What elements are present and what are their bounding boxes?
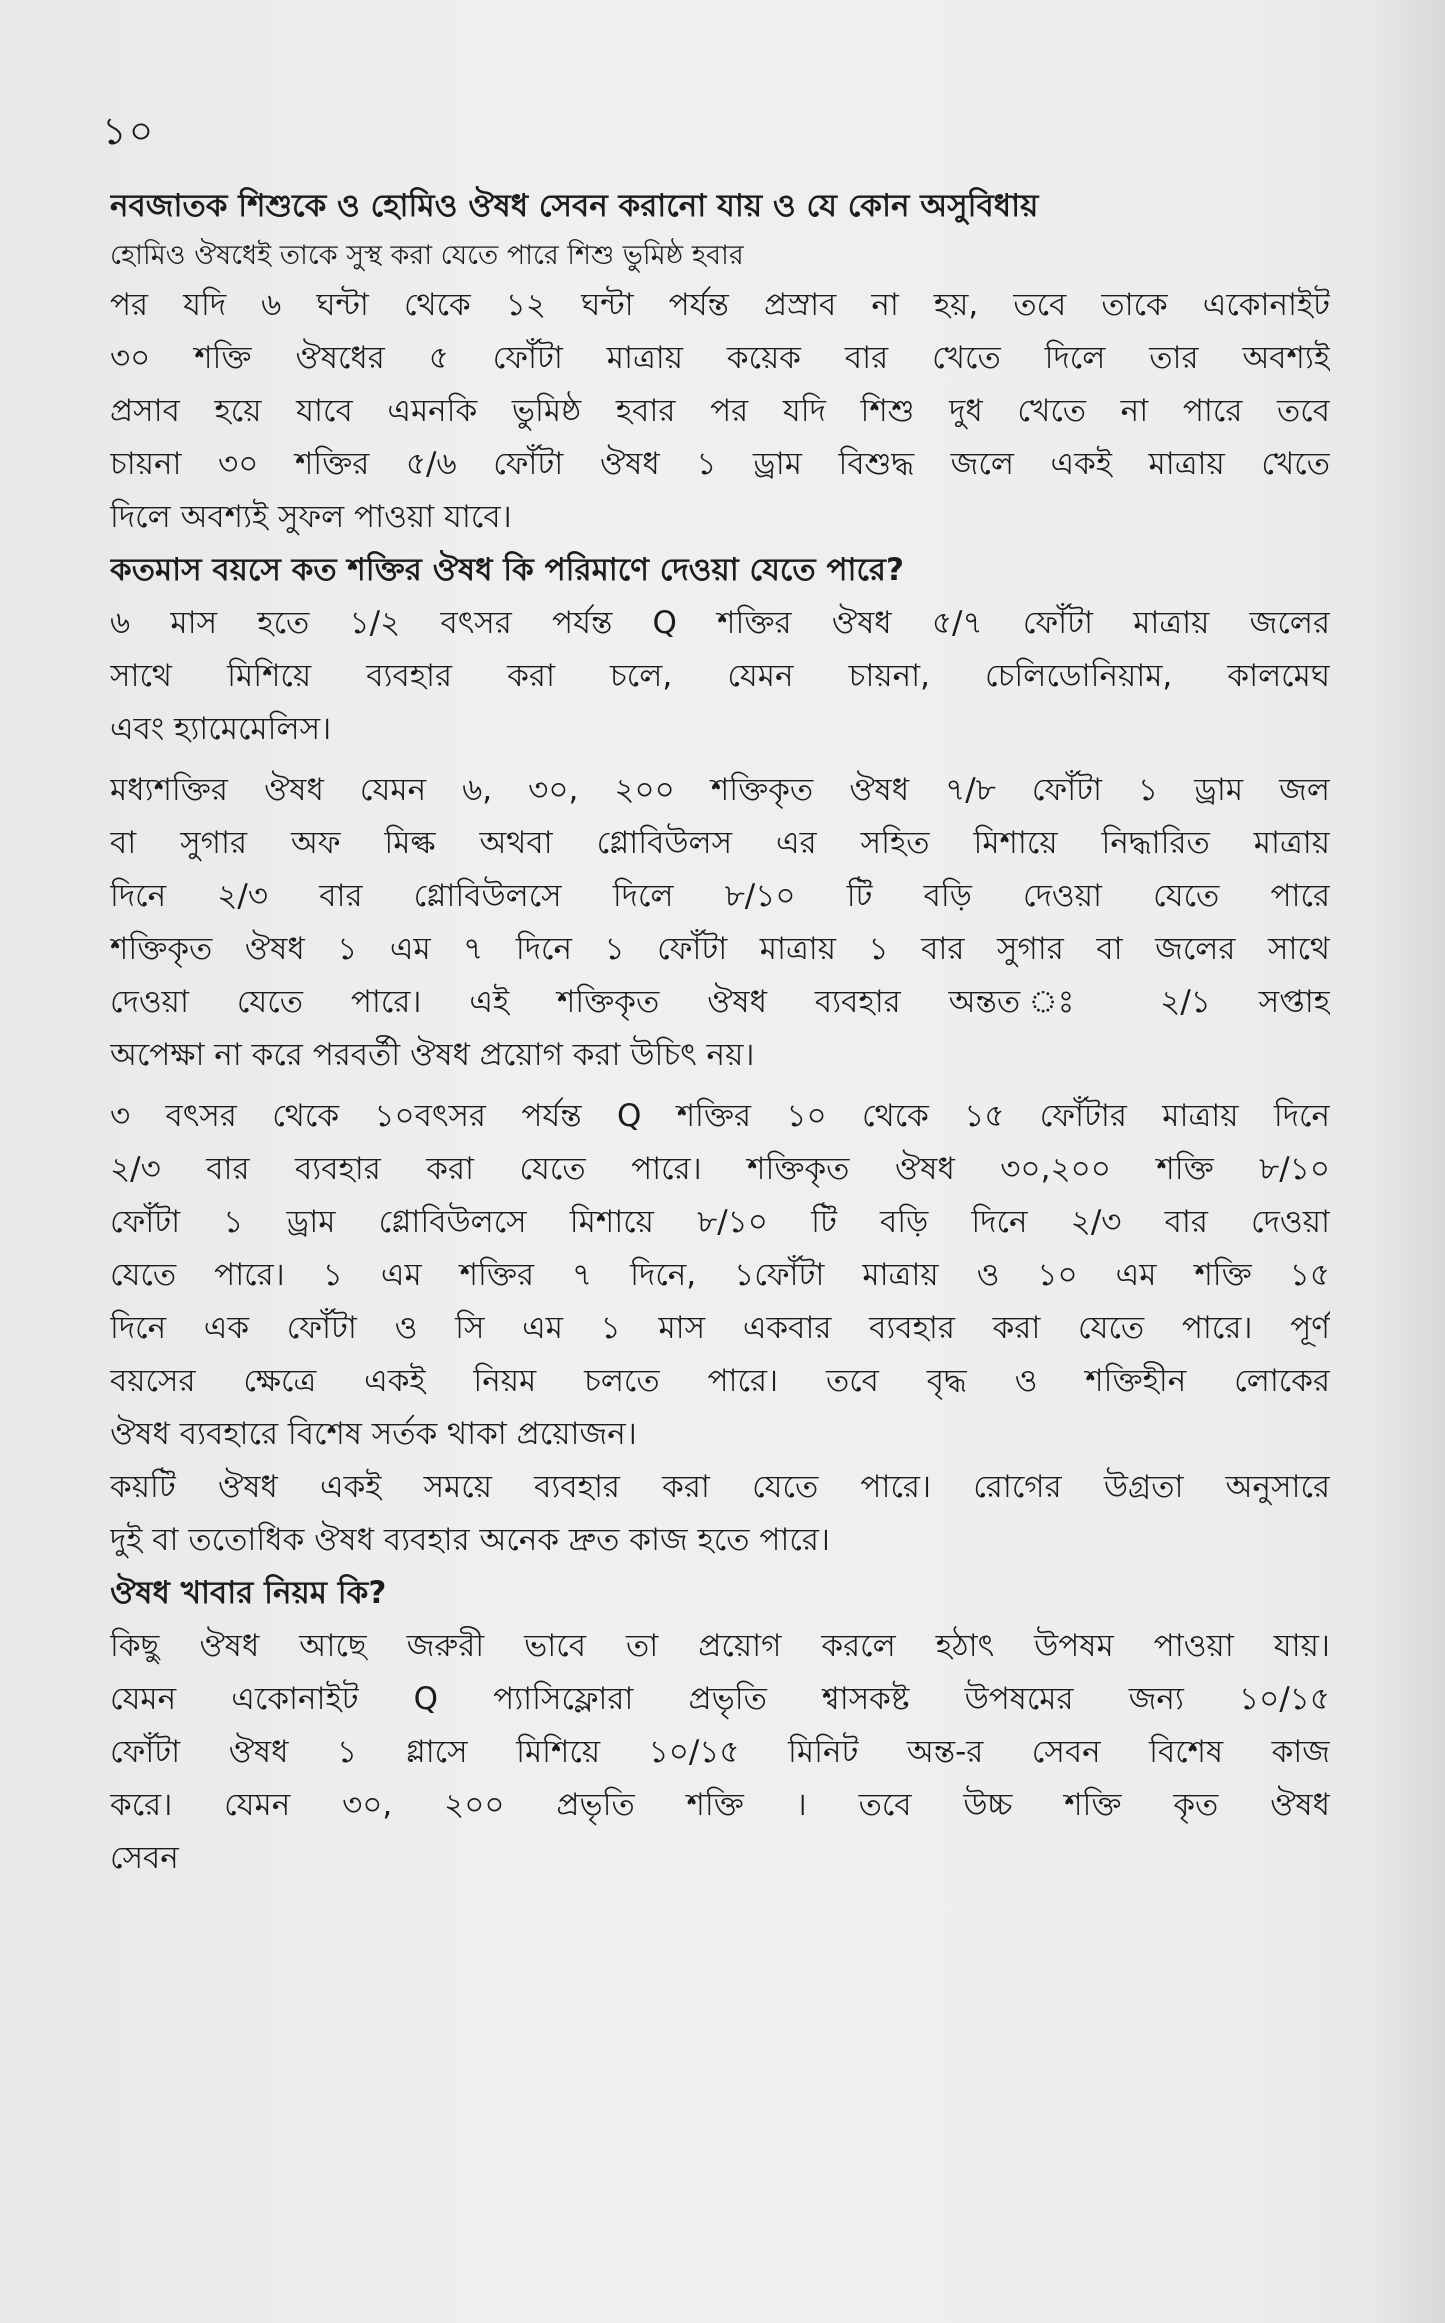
paragraph-gap — [110, 756, 1330, 764]
text-line: হোমিও ঔষধেই তাকে সুস্থ করা যেতে পারে শিশু ভুমিষ্ঠ হবার — [110, 240, 744, 271]
text-line: দিলে অবশ্যই সুফল পাওয়া যাবে। — [110, 499, 512, 535]
text-line: ঔষধ ব্যবহারে বিশেষ সর্তক থাকা প্রয়োজন। — [110, 1416, 637, 1452]
text-line: বয়সের ক্ষেত্রে একই নিয়ম চলতে পারে। তবে বৃদ্ধ ও শক্তিহীন লোকের — [110, 1363, 1330, 1399]
text-line: ফোঁটা ১ ড্রাম গ্লোবিউলসে মিশায়ে ৮/১০ টি বড়ি দিনে ২/৩ বার দেওয়া — [110, 1204, 1330, 1240]
text-line: ফোঁটা ঔষধ ১ গ্লাসে মিশিয়ে ১০/১৫ মিনিট অন্ত-র সেবন বিশেষ কাজ — [110, 1734, 1330, 1770]
paragraph-gap — [110, 1082, 1330, 1090]
heading-line: ঔষধ খাবার নিয়ম কি? — [110, 1575, 387, 1611]
heading-line: নবজাতক শিশুকে ও হোমিও ঔষধ সেবন করানো যায় ও যে কোন অসুবিধায় — [110, 188, 1039, 224]
page-number: ১০ — [102, 109, 156, 153]
text-line: কয়টি ঔষধ একই সময়ে ব্যবহার করা যেতে পারে। রোগের উগ্রতা অনুসারে — [110, 1469, 1330, 1505]
text-line: সেবন — [110, 1840, 179, 1876]
text-line: দুই বা ততোধিক ঔষধ ব্যবহার অনেক দ্রুত কাজ হতে পারে। — [110, 1522, 831, 1558]
text-line: প্রসাব হয়ে যাবে এমনকি ভুমিষ্ঠ হবার পর যদি শিশু দুধ খেতে না পারে তবে — [110, 393, 1330, 429]
text-line: করে। যেমন ৩০, ২০০ প্রভৃতি শক্তি । তবে উচ্চ শক্তি কৃত ঔষধ — [110, 1787, 1330, 1823]
text-line: ৩ বৎসর থেকে ১০বৎসর পর্যন্ত Q শক্তির ১০ থেকে ১৫ ফোঁটার মাত্রায় দিনে — [110, 1098, 1330, 1134]
text-line: এবং হ্যামেমেলিস। — [110, 711, 332, 747]
text-line: অপেক্ষা না করে পরবর্তী ঔষধ প্রয়োগ করা উচিৎ নয়। — [110, 1037, 755, 1073]
text-line: কিছু ঔষধ আছে জরুরী ভাবে তা প্রয়োগ করলে হঠাৎ উপষম পাওয়া যায়। — [110, 1628, 1330, 1664]
text-line: ২/৩ বার ব্যবহার করা যেতে পারে। শক্তিকৃত ঔষধ ৩০,২০০ শক্তি ৮/১০ — [110, 1151, 1330, 1187]
heading-line: কতমাস বয়সে কত শক্তির ঔষধ কি পরিমাণে দেওয়া যেতে পারে? — [110, 552, 904, 588]
page-binding-shadow — [1375, 0, 1445, 2323]
page-body-text — [110, 180, 1330, 1885]
text-line: শক্তিকৃত ঔষধ ১ এম ৭ দিনে ১ ফোঁটা মাত্রায় ১ বার সুগার বা জলের সাথে — [110, 931, 1330, 967]
text-line: সাথে মিশিয়ে ব্যবহার করা চলে, যেমন চায়না, চেলিডোনিয়াম, কালমেঘ — [110, 658, 1330, 694]
text-line: যেতে পারে। ১ এম শক্তির ৭ দিনে, ১ফোঁটা মাত্রায় ও ১০ এম শক্তি ১৫ — [110, 1257, 1330, 1293]
text-line: দেওয়া যেতে পারে। এই শক্তিকৃত ঔষধ ব্যবহার অন্তত ঃ ২/১ সপ্তাহ — [110, 984, 1330, 1020]
text-line: চায়না ৩০ শক্তির ৫/৬ ফোঁটা ঔষধ ১ ড্রাম বিশুদ্ধ জলে একই মাত্রায় খেতে — [110, 446, 1330, 482]
text-line: ৩০ শক্তি ঔষধের ৫ ফোঁটা মাত্রায় কয়েক বার খেতে দিলে তার অবশ্যই — [110, 340, 1330, 376]
text-line: যেমন একোনাইট Q প্যাসিফ্লোরা প্রভৃতি শ্বাসকষ্ট উপষমের জন্য ১০/১৫ — [110, 1681, 1330, 1717]
text-line: ৬ মাস হতে ১/২ বৎসর পর্যন্ত Q শক্তির ঔষধ ৫/৭ ফোঁটা মাত্রায় জলের — [110, 605, 1330, 641]
text-line: পর যদি ৬ ঘন্টা থেকে ১২ ঘন্টা পর্যন্ত প্রস্রাব না হয়, তবে তাকে একোনাইট — [110, 287, 1330, 323]
text-line: মধ্যশক্তির ঔষধ যেমন ৬, ৩০, ২০০ শক্তিকৃত ঔষধ ৭/৮ ফোঁটা ১ ড্রাম জল — [110, 772, 1330, 808]
text-line: দিনে এক ফোঁটা ও সি এম ১ মাস একবার ব্যবহার করা যেতে পারে। পূর্ণ — [110, 1310, 1330, 1346]
text-line: বা সুগার অফ মিল্ক অথবা গ্লোবিউলস এর সহিত মিশায়ে নিদ্ধারিত মাত্রায় — [110, 825, 1330, 861]
text-line: দিনে ২/৩ বার গ্লোবিউলসে দিলে ৮/১০ টি বড়ি দেওয়া যেতে পারে — [110, 878, 1330, 914]
